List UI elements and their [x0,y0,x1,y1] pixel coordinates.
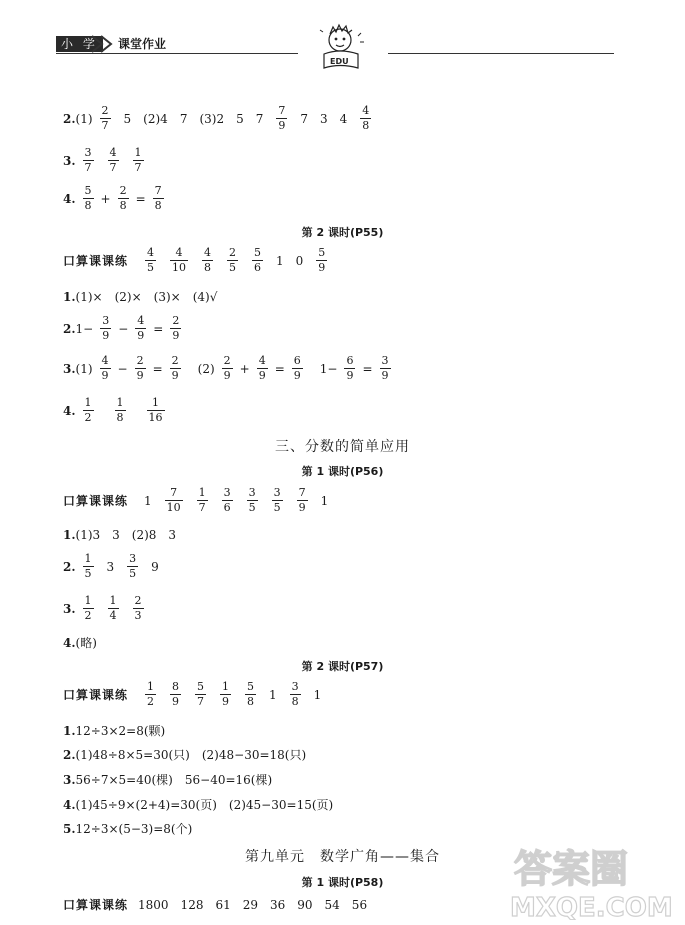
item-number: 4. [63,191,76,206]
operator: + [100,191,111,206]
operator: = [153,321,164,336]
part-label: (2) [197,361,215,376]
fraction: $\frac{4}{9}$ [258,354,266,382]
watermark-logo [506,838,676,920]
fraction: $\frac{2}{7}$ [101,104,109,132]
item-number: 2. [63,111,76,126]
header-rule-right [388,53,614,54]
fraction: $\frac{4}{10}$ [172,246,187,274]
mascot-logo-icon [318,22,368,74]
fraction: $\frac{5}{8}$ [84,184,92,212]
value: 1 [144,493,152,508]
fraction: $\frac{3}{5}$ [273,486,281,514]
part-label: (2)4 [143,111,168,126]
answer-text: (1)48÷8×5=30(只) (2)48−30=18(只) [75,748,307,762]
answer-text: (1)45÷9×(2+4)=30(页) (2)45−30=15(页) [75,798,334,812]
header-rule-left [56,53,298,54]
fraction: $\frac{1}{4}$ [109,594,117,622]
fraction: $\frac{4}{8}$ [362,104,370,132]
fraction: $\frac{6}{9}$ [346,354,354,382]
oral-practice-label: 口算课课练 [63,254,129,268]
fraction: $\frac{2}{9}$ [136,354,144,382]
item-number: 2. [63,321,76,336]
fraction: $\frac{5}{7}$ [197,680,205,708]
fraction: $\frac{3}{5}$ [129,552,137,580]
answer-line [63,288,217,305]
fraction: $\frac{3}{6}$ [223,486,231,514]
part-label: (3)2 [199,111,225,126]
fraction: $\frac{1}{5}$ [84,552,92,580]
answer-line [63,526,176,543]
answer-text: (略) [75,636,97,650]
value: 4 [339,111,348,126]
answer-line [63,820,192,837]
oral-practice-label: 口算课课练 [63,494,129,508]
svg-text:MXQE.COM: MXQE.COM [510,893,673,920]
fraction: $\frac{3}{9}$ [381,354,389,382]
answer-line [63,314,188,343]
item-number: 3. [63,601,76,616]
fraction: $\frac{8}{9}$ [172,680,180,708]
operator: = [362,361,373,376]
fraction: $\frac{2}{3}$ [134,594,142,622]
answer-line [63,354,398,383]
fraction: $\frac{1}{7}$ [134,146,142,174]
value: 1 [313,687,322,702]
expression-text: 1− [75,321,94,336]
answer-line [63,796,333,813]
item-number: 4. [63,403,76,418]
fraction: $\frac{2}{8}$ [119,184,127,212]
fraction: $\frac{1}{2}$ [84,594,92,622]
page-header [0,0,685,80]
fraction: $\frac{1}{9}$ [222,680,230,708]
fraction: $\frac{1}{16}$ [148,396,163,424]
fraction: $\frac{6}{9}$ [293,354,301,382]
fraction: $\frac{2}{5}$ [229,246,237,274]
oral-practice-line [63,246,334,275]
operator: − [118,321,129,336]
answer-line [63,771,272,788]
answer-line [63,396,172,425]
answer-text: 12÷3×(5−3)=8(个) [75,822,193,836]
expression-text: 1− [319,361,338,376]
fraction: $\frac{1}{2}$ [147,680,155,708]
operator: = [274,361,285,376]
answer-line [63,146,151,175]
value: 1 [269,687,277,702]
answer-text: (1)× (2)× (3)× (4)√ [75,290,218,304]
oral-practice-line [63,680,327,709]
item-number: 1. [63,527,76,542]
answer-text: 56÷7×5=40(棵) 56−40=16(棵) [75,773,273,787]
part-label: (1) [75,111,93,126]
item-number: 3. [63,361,76,376]
answer-text: 1800 128 61 29 36 90 54 56 [138,898,368,912]
operator: − [117,361,128,376]
value: 1 [276,253,284,268]
fraction: $\frac{2}{9}$ [172,314,180,342]
fraction: $\frac{7}{9}$ [298,486,306,514]
fraction: $\frac{4}{8}$ [204,246,212,274]
fraction: $\frac{5}{9}$ [318,246,326,274]
section-title: 三、分数的简单应用 [275,439,410,455]
oral-practice-label: 口算课课练 [63,898,129,912]
fraction: $\frac{1}{8}$ [116,396,124,424]
value: 7 [255,111,264,126]
answer-text: 12÷3×2=8(颗) [75,724,166,738]
oral-practice-line [63,486,334,515]
answer-text: (1)3 3 (2)8 3 [75,528,177,542]
item-number: 3. [63,153,76,168]
fraction: $\frac{2}{9}$ [223,354,231,382]
answer-line [63,594,151,623]
value: 3 [320,111,328,126]
item-number: 3. [63,772,76,787]
operator: = [152,361,163,376]
fraction: $\frac{1}{7}$ [198,486,206,514]
item-number: 2. [63,747,76,762]
fraction: $\frac{3}{5}$ [248,486,256,514]
fraction: $\frac{5}{8}$ [247,680,255,708]
value: 5 [236,111,244,126]
value: 7 [300,111,309,126]
answer-line [63,552,165,581]
mascot-label: EDU [330,57,349,66]
item-number: 2. [63,559,76,574]
answer-line [63,184,171,213]
lesson-heading: 第 1 课时(P56) [301,465,384,478]
operator: = [135,191,146,206]
double-chevron-icon [90,34,116,54]
fraction: $\frac{4}{7}$ [109,146,117,174]
fraction: $\frac{7}{9}$ [278,104,286,132]
answer-line [63,746,306,763]
section-title: 第九单元 数学广角——集合 [245,849,440,865]
answer-line [63,634,97,651]
svg-text:答案圈: 答案圈 [514,847,629,891]
oral-practice-label: 口算课课练 [63,688,129,702]
fraction: $\frac{7}{8}$ [154,184,162,212]
item-number: 4. [63,797,76,812]
fraction: $\frac{4}{9}$ [137,314,145,342]
fraction: $\frac{4}{9}$ [101,354,109,382]
lesson-heading: 第 1 课时(P58) [301,876,384,889]
fraction: $\frac{1}{2}$ [84,396,92,424]
fraction: $\frac{3}{7}$ [84,146,92,174]
value: 1 [320,493,329,508]
fraction: $\frac{3}{8}$ [291,680,299,708]
oral-practice-line [63,896,367,913]
value: 7 [179,111,188,126]
fraction: $\frac{7}{10}$ [166,486,181,514]
item-number: 5. [63,821,76,836]
operator: + [239,361,250,376]
lesson-heading: 第 2 课时(P55) [301,226,384,239]
value: 9 [151,559,159,574]
answer-line [63,722,165,739]
fraction: $\frac{3}{9}$ [102,314,110,342]
part-label: (1) [75,361,93,376]
lesson-heading: 第 2 课时(P57) [301,660,384,673]
fraction: $\frac{5}{6}$ [254,246,262,274]
answer-line [63,104,378,133]
grade-badge: 小 学 [56,36,103,52]
fraction: $\frac{4}{5}$ [147,246,155,274]
book-title: 课堂作业 [118,37,167,51]
value: 3 [106,559,115,574]
value: 5 [123,111,132,126]
item-number: 1. [63,723,76,738]
item-number: 1. [63,289,76,304]
item-number: 4. [63,635,76,650]
value: 0 [295,253,304,268]
fraction: $\frac{2}{9}$ [171,354,179,382]
